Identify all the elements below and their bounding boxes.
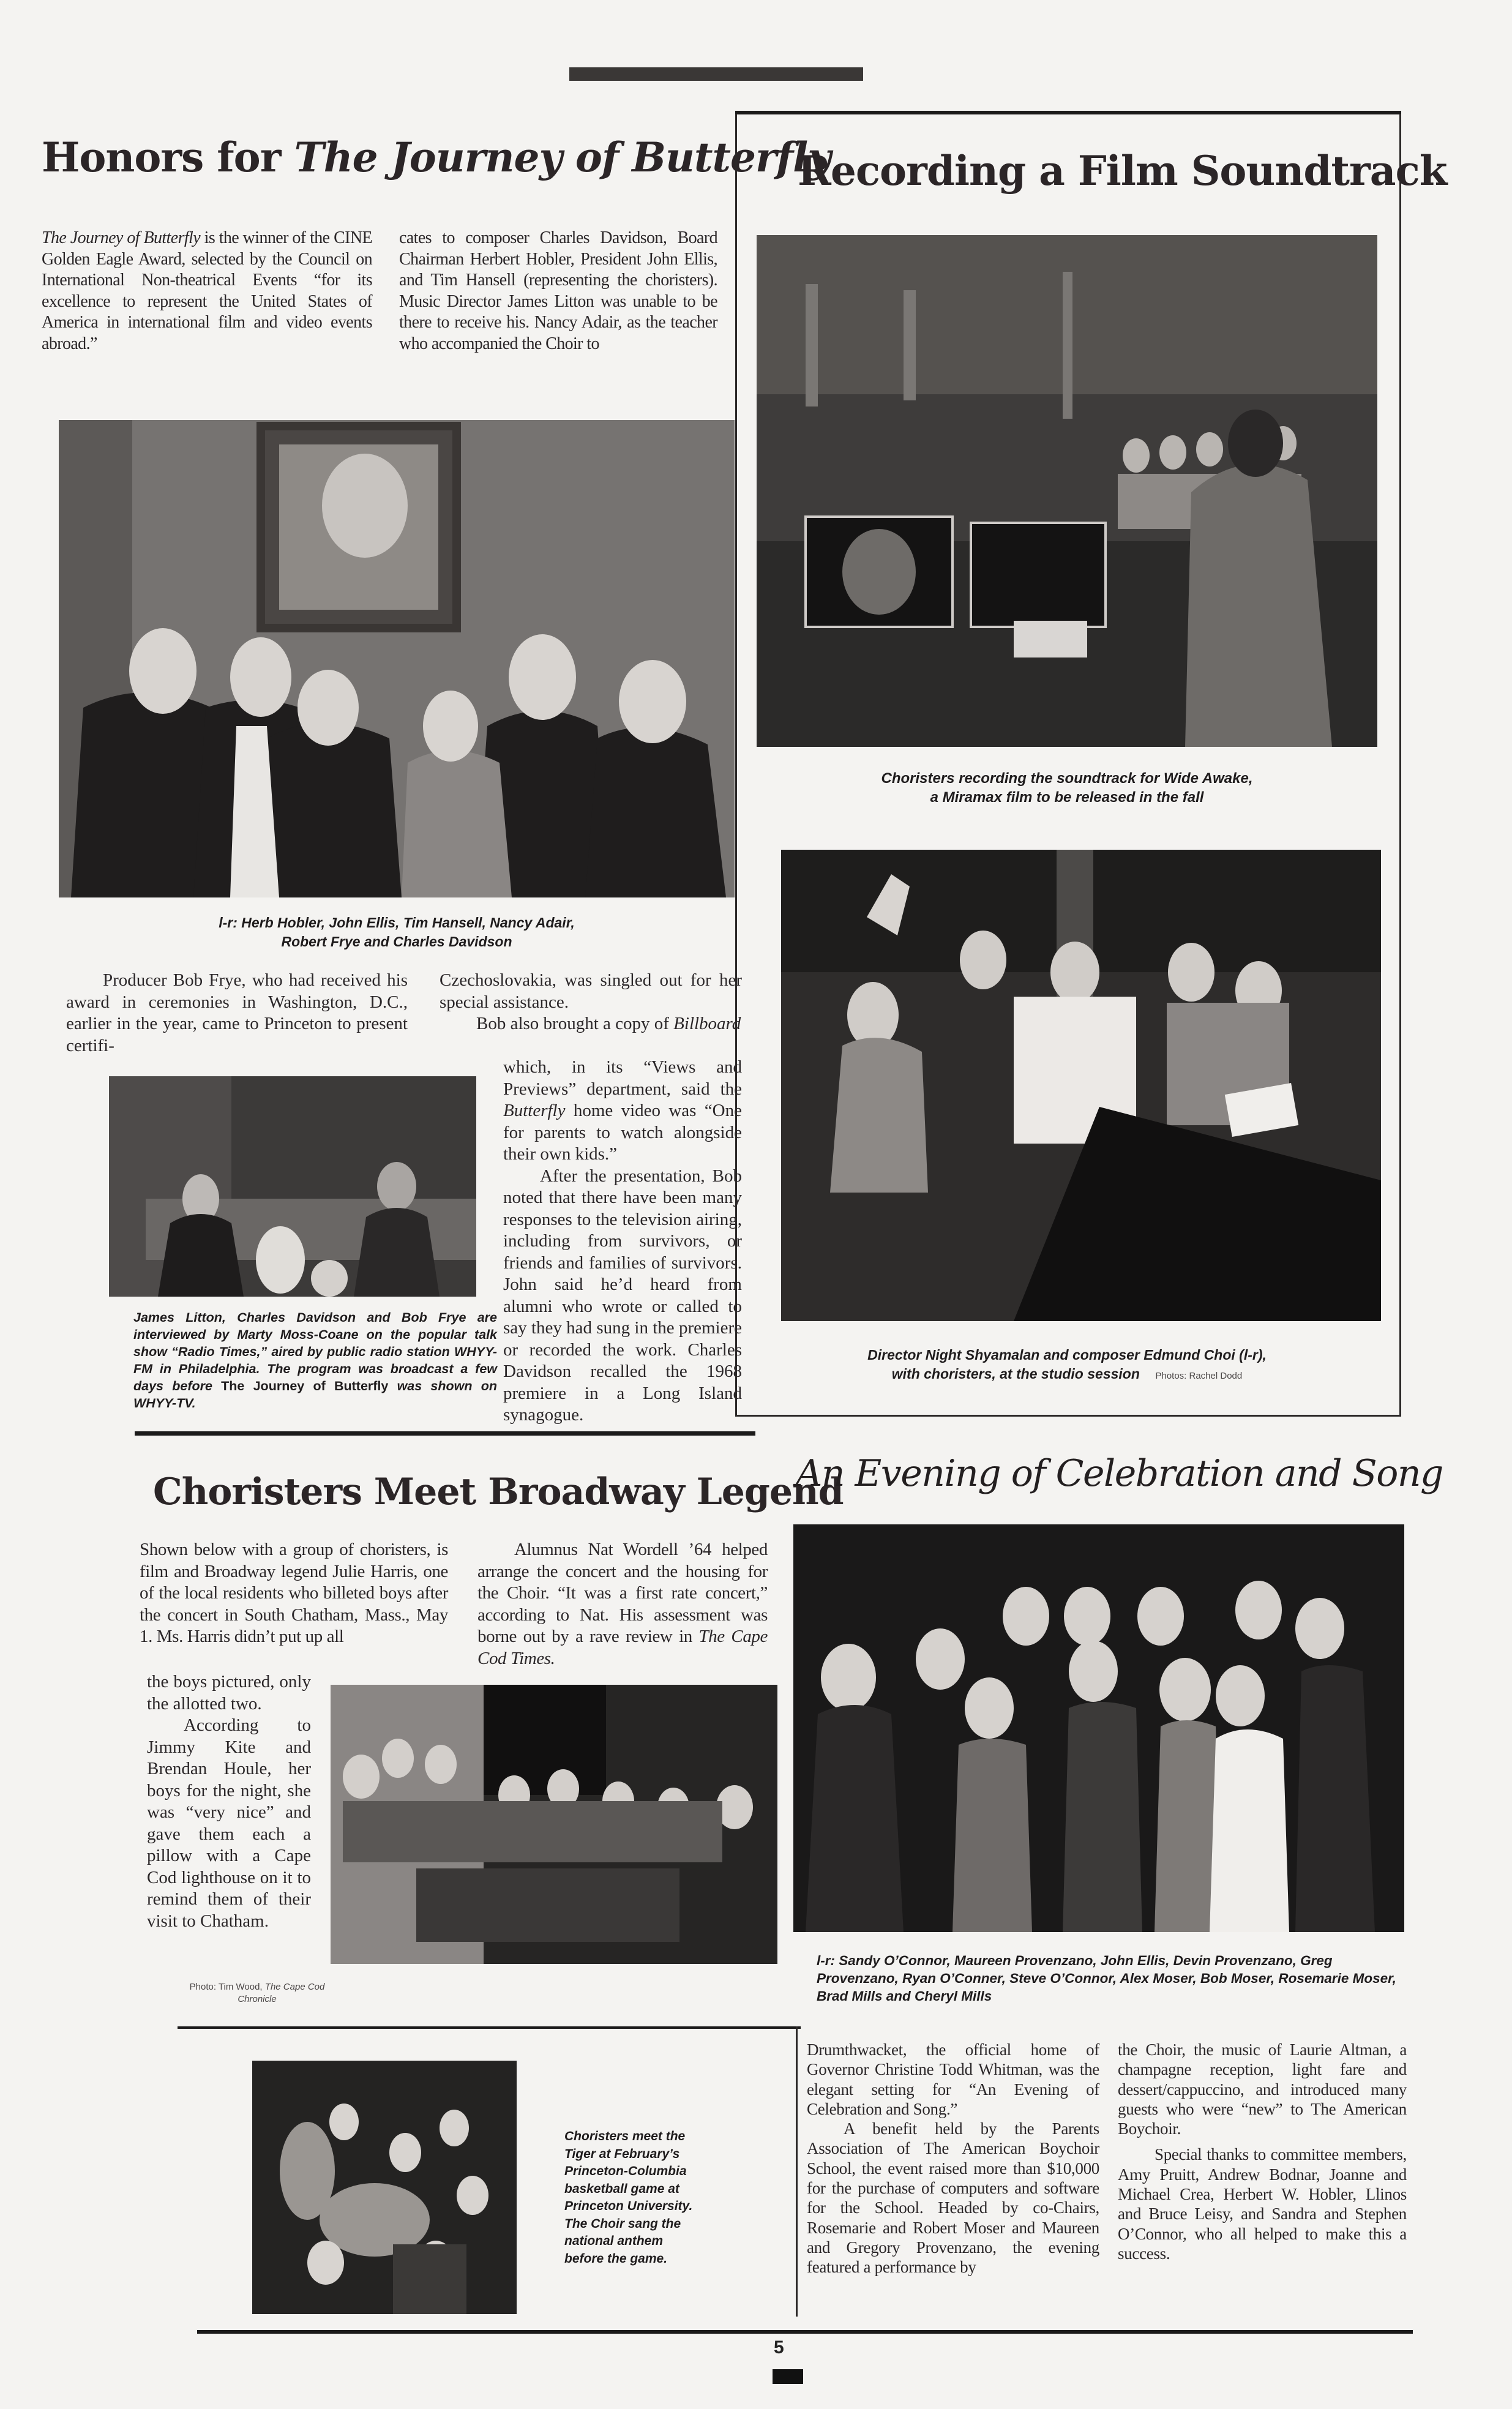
- tiger-basketball-photo: [252, 2061, 517, 2314]
- soundtrack-recording-photo: [757, 235, 1377, 747]
- tiger-box-right-rule: [796, 2026, 798, 2317]
- tiger-photo-caption: Choristers meet the Tiger at February’s Princeton-Columbia basketball game at Princeton University. The Choir sang the national anthem before the game.: [564, 2129, 693, 2266]
- broadway-choristers-photo: [331, 1685, 777, 1964]
- evening-col2-p1: the Choir, the music of Laurie Altman, a champagne reception, light fare and dessert/cappuccino, and introduced many guests who were “new” to The American Boychoir.: [1118, 2040, 1407, 2138]
- cape-cod-times-title: The Cape Cod Times.: [477, 1627, 768, 1668]
- broadway-col2-text: Alumnus Nat Wordell ’64 helped arrange the concert and the housing for the Choir. “It was a first rate concert,” according to Nat. His assessment was borne out by a rave review in: [477, 1540, 768, 1646]
- top-decorative-bar: [569, 67, 863, 81]
- evening-col2: [1118, 2040, 1407, 2263]
- radio-interview-photo: [109, 1076, 476, 1297]
- evening-photo-caption: l-r: Sandy O’Connor, Maureen Provenzano, John Ellis, Devin Provenzano, Greg Provenzano, Ryan O’Conner, Steve O’Connor, Alex Moser, Bob Moser, Rosemarie Moser, Brad Mills and Cheryl Mills: [817, 1953, 1396, 2004]
- broadway-col1-top: [140, 1539, 448, 1648]
- evening-col1-p2: A benefit held by the Parents Association of The American Boychoir School, the event raised more than $10,000 for the purchase of computers and software for the School. Headed by co-Chairs, Rosemarie and Robert Moser and Maureen and Gregory Provenzano, the evening featured a performance by: [807, 2119, 1099, 2277]
- honors-intro-col1: [42, 228, 372, 354]
- evening-col1-p1: Drumthwacket, the official home of Governor Christine Todd Whitman, was the elegant setting for “An Evening of Celebration and Song.”: [807, 2040, 1099, 2118]
- honors-photo-caption: [59, 913, 735, 951]
- broadway-col1-narrow: [147, 1671, 311, 1932]
- honors-bottom-rule: [135, 1431, 755, 1436]
- honors-body-col2-p1: Czechoslovakia, was singled out for her special assistance.: [440, 970, 742, 1012]
- honors-body-col2-top: [440, 970, 742, 1035]
- page-number-bar: [773, 2369, 803, 2384]
- soundtrack-box-top-rule: [735, 111, 1401, 114]
- honors-intro-col2: [399, 228, 717, 354]
- soundtrack-caption-1: [757, 769, 1377, 807]
- radio-caption-text-a: James Litton, Charles Davidson and Bob Frye are interviewed by Marty Moss-Coane on the popular talk show “Radio Times,” aired by public radio station WHYY-FM in Philadelphia. The program was broadcast a few days before: [133, 1310, 497, 1393]
- honors-intro-text: is the winner of the CINE Golden Eagle Award, selected by the Council on International Non-theatrical Events “for its excellence to represent the United States of America in international film and video events abroad.”: [42, 228, 372, 353]
- soundtrack-caption-1-line1: Choristers recording the soundtrack for Wide Awake,: [881, 770, 1253, 787]
- soundtrack-headline: Recording a Film Soundtrack: [798, 147, 1447, 195]
- radio-photo-caption: [133, 1309, 497, 1412]
- honors-body-col2-p2-a: [440, 1013, 742, 1035]
- soundtrack-caption-2-line1: Director Night Shyamalan and composer Edmund Choi (l-r),: [867, 1347, 1267, 1363]
- radio-caption-text-b: was shown on WHYY-TV.: [133, 1379, 497, 1411]
- billboard-title: Billboard: [673, 1014, 741, 1033]
- broadway-photo-credit-text: Photo: Tim Wood,: [189, 1982, 265, 1992]
- evening-col2-p2: Special thanks to committee members, Amy Pruitt, Andrew Bodnar, Joanne and Michael Crea, Herbert W. Hobler, Llinos and Bruce Leisy, and Sandra and Stephen O’Connor, who all helped to make this a success.: [1118, 2145, 1407, 2263]
- broadway-headline: Choristers Meet Broadway Legend: [153, 1471, 844, 1513]
- broadway-photo-credit-source: The Cape Cod Chronicle: [238, 1982, 325, 2004]
- honors-body-col2-p2-text-c: home video was “One for parents to watch alongside their own kids.”: [503, 1101, 742, 1164]
- honors-body-col1: [66, 970, 408, 1057]
- honors-headline-title: The Journey of Butterfly: [294, 133, 831, 181]
- honors-body-col2: [503, 1057, 742, 1426]
- honors-body-col2-p2-text-a: Bob also brought a copy of: [476, 1014, 674, 1033]
- honors-body-col2-p2-text-b: which, in its “Views and Previews” department, said the: [503, 1057, 742, 1099]
- honors-body-col1-text: Producer Bob Frye, who had received his award in ceremonies in Washington, D.C., earlier in the year, came to Princeton to present certifi-: [66, 970, 408, 1055]
- radio-caption-title: The Journey of Butterfly: [221, 1379, 389, 1393]
- honors-photo-caption-line1: l-r: Herb Hobler, John Ellis, Tim Hansell, Nancy Adair,: [219, 915, 575, 931]
- evening-col1: [807, 2040, 1099, 2277]
- evening-headline: An Evening of Celebration and Song: [796, 1452, 1443, 1495]
- studio-session-photo: [781, 850, 1381, 1321]
- honors-body-col2-p3: After the presentation, Bob noted that there have been many responses to the television airing, including from survivors, or friends and families of survivors. John said he’d heard from alumni who wrote or called to say they had sung in the premiere or recorded the work. Charles Davidson recalled the 1968 premiere in a Long Island synagogue.: [503, 1166, 742, 1425]
- honors-intro-title: The Journey of Butterfly: [42, 228, 201, 247]
- broadway-photo-credit: [178, 1981, 337, 2006]
- honors-headline: [42, 133, 831, 181]
- soundtrack-caption-2: [757, 1346, 1377, 1385]
- broadway-col1-narrow-b: According to Jimmy Kite and Brendan Houle, her boys for the night, she was “very nice” and gave them each a pillow with a Cape Cod lighthouse on it to remind them of their visit to Chatham.: [147, 1715, 311, 1931]
- broadway-col2: [477, 1539, 768, 1669]
- evening-group-photo: [793, 1524, 1404, 1932]
- soundtrack-photo-credit: Photos: Rachel Dodd: [1155, 1371, 1243, 1381]
- page-number: 5: [774, 2337, 784, 2358]
- soundtrack-caption-2-line2: with choristers, at the studio session: [891, 1366, 1140, 1382]
- footer-rule: [197, 2330, 1413, 2334]
- broadway-col1-narrow-a: the boys pictured, only the allotted two.: [147, 1672, 311, 1714]
- honors-group-photo: [59, 420, 735, 897]
- honors-headline-prefix: Honors for: [42, 133, 294, 181]
- butterfly-title: Butterfly: [503, 1101, 566, 1120]
- broadway-col1-top-text: Shown below with a group of choristers, is film and Broadway legend Julie Harris, one of the local residents who billeted boys after the concert in South Chatham, Mass., May 1. Ms. Harris didn’t put up all: [140, 1540, 448, 1646]
- soundtrack-caption-2-line2-wrap: [757, 1365, 1377, 1385]
- honors-intro-col2-text: cates to composer Charles Davidson, Board Chairman Herbert Hobler, President John Ellis, and Tim Hansell (representing the choristers). Music Director James Litton was unable to be there to receive his. Nancy Adair, as the teacher who accompanied the Choir to: [399, 228, 717, 353]
- soundtrack-caption-1-line2: a Miramax film to be released in the fall: [930, 789, 1204, 806]
- tiger-box-top-rule: [178, 2026, 801, 2029]
- honors-photo-caption-line2: Robert Frye and Charles Davidson: [281, 934, 512, 950]
